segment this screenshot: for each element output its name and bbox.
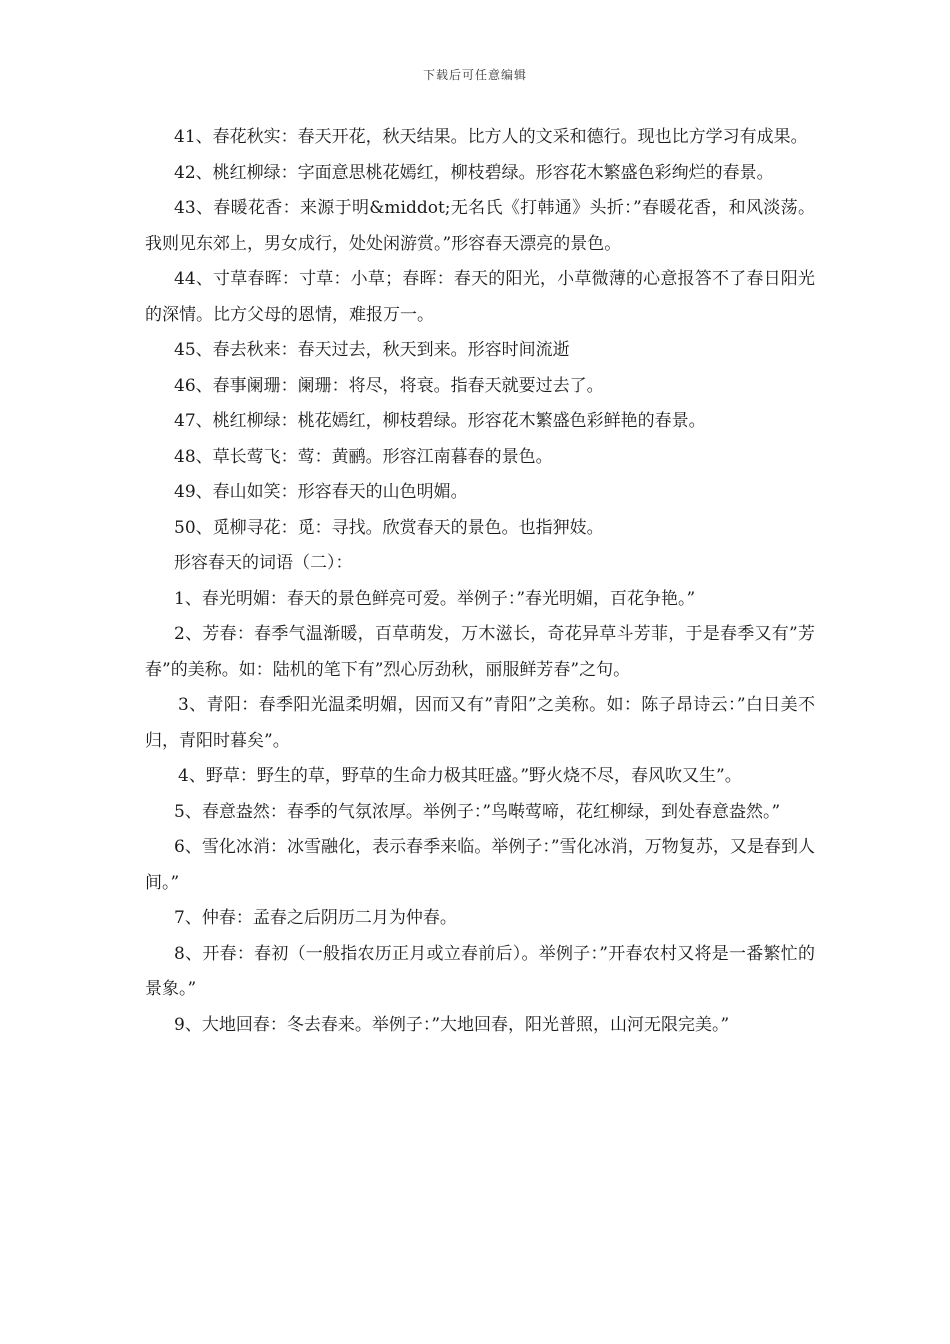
paragraph-7: 7、仲春：孟春之后阴历二月为仲春。: [174, 908, 457, 928]
document-body: [145, 120, 815, 1043]
page-header: 下载后可任意编辑: [422, 68, 527, 82]
paragraph-8: 8、开春：春初（一般指农历正月或立春前后）。举例子：”开春农村又将是一番繁忙的景象。”: [145, 943, 815, 999]
paragraph-46: 46、春事阑珊：阑珊：将尽，将衰。指春天就要过去了。: [174, 375, 604, 396]
paragraph-41: 41、春花秋实：春天开花，秋天结果。比方人的文采和德行。现也比方学习有成果。: [174, 127, 808, 147]
paragraph-2: 2、芳春：春季气温渐暖，百草萌发，万木滋长，奇花异草斗芳菲，于是春季又有”芳春”的美称。如：陆机的笔下有”烈心厉劲秋，丽服鲜芳春”之句。: [145, 624, 815, 680]
section-heading: 形容春天的词语（二）：: [174, 553, 353, 573]
paragraph-50: 50、觅柳寻花：觅：寻找。欣赏春天的景色。也指狎妓。: [174, 517, 604, 538]
paragraph-49: 49、春山如笑：形容春天的山色明媚。: [174, 482, 468, 502]
paragraph-42: 42、桃红柳绿：字面意思桃花嫣红，柳枝碧绿。形容花木繁盛色彩绚烂的春景。: [174, 162, 774, 183]
paragraph-3: 3、青阳：春季阳光温柔明媚，因而又有”青阳”之美称。如：陈子昂诗云：”白日美不归，青阳时暮矣”。: [145, 695, 815, 751]
paragraph-43: 43、春暖花香：来源于明&middot;无名氏《打韩通》头折：”春暖花香，和风淡荡。我则见东郊上，男女成行，处处闲游赏。”形容春天漂亮的景色。: [145, 198, 815, 254]
paragraph-1: 1、春光明媚：春天的景色鲜亮可爱。举例子：”春光明媚，百花争艳。”: [174, 588, 696, 609]
paragraph-4: 4、野草：野生的草，野草的生命力极其旺盛。”野火烧不尽，春风吹又生”。: [178, 766, 742, 786]
paragraph-5: 5、春意盎然：春季的气氛浓厚。举例子：”鸟啭莺啼，花红柳绿，到处春意盎然。”: [174, 801, 781, 822]
paragraph-45: 45、春去秋来：春天过去，秋天到来。形容时间流逝: [174, 340, 570, 360]
paragraph-44: 44、寸草春晖：寸草：小草；春晖：春天的阳光，小草微薄的心意报答不了春日阳光的深情。比方父母的恩情，难报万一。: [145, 269, 815, 325]
paragraph-6: 6、雪化冰消：冰雪融化，表示春季来临。举例子：”雪化冰消，万物复苏，又是春到人间。”: [145, 837, 815, 893]
paragraph-9: 9、大地回春：冬去春来。举例子：”大地回春，阳光普照，山河无限完美。”: [174, 1014, 730, 1035]
paragraph-47: 47、桃红柳绿：桃花嫣红，柳枝碧绿。形容花木繁盛色彩鲜艳的春景。: [174, 411, 706, 431]
paragraph-48: 48、草长莺飞：莺：黄鹂。形容江南暮春的景色。: [174, 446, 553, 467]
